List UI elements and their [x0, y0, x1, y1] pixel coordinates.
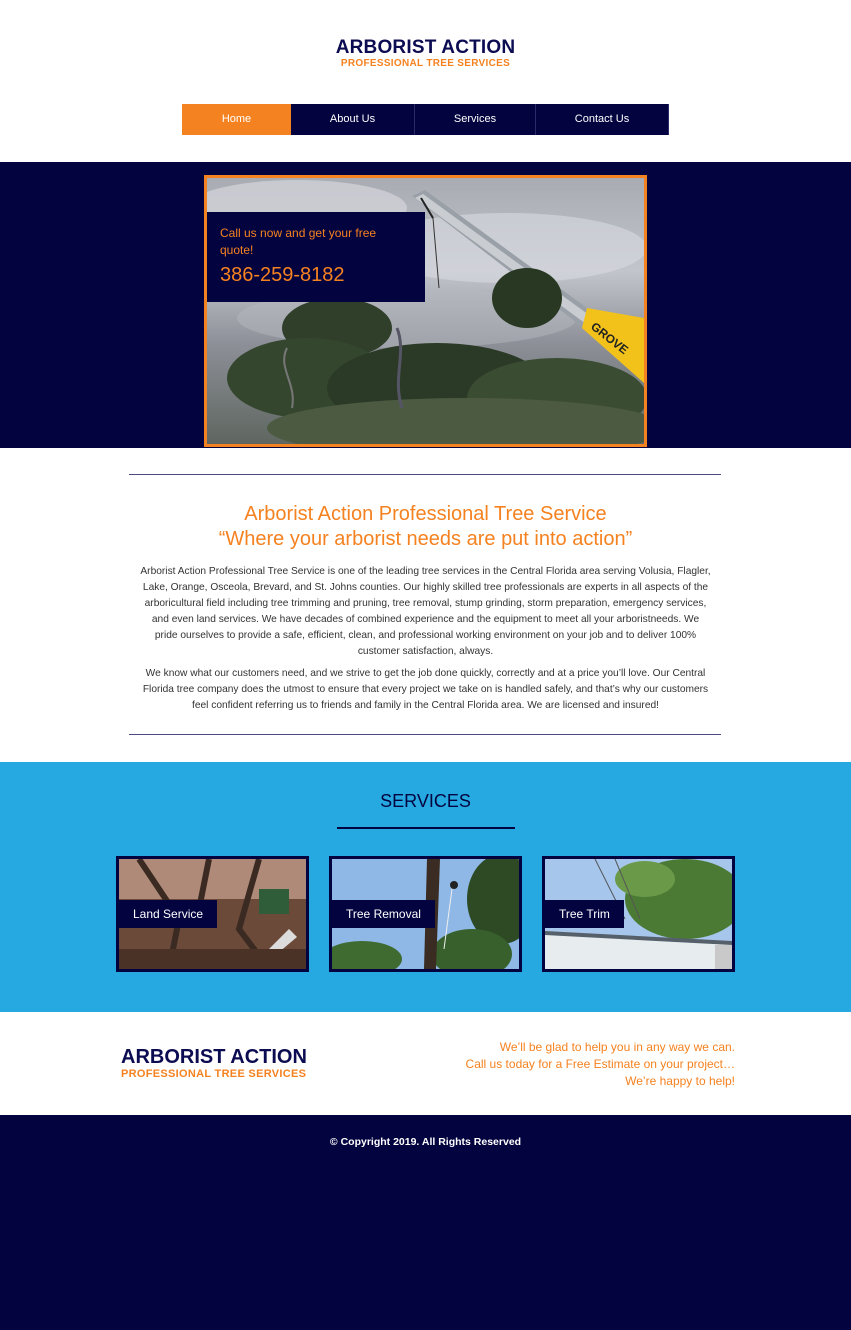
site-header [0, 0, 851, 162]
footer-message-line-1: We’ll be glad to help you in any way we can. [499, 1040, 735, 1054]
card-label: Tree Trim [545, 900, 624, 928]
nav-services[interactable]: Services [415, 104, 536, 135]
site-logo[interactable] [0, 38, 851, 69]
footer-logo-name: ARBORIST ACTION [121, 1046, 307, 1068]
service-card-tree-trim[interactable] [542, 856, 735, 972]
intro-section [0, 448, 851, 762]
service-card-land-service[interactable] [116, 856, 309, 972]
footer-logo-tagline: PROFESSIONAL TREE SERVICES [121, 1068, 307, 1080]
callout-text: Call us now and get your free quote! [220, 226, 377, 257]
phone-number[interactable]: 386-259-8182 [220, 264, 345, 286]
hero-section [0, 162, 851, 448]
footer-message [466, 1039, 735, 1090]
divider-top [129, 474, 721, 475]
call-callout [207, 212, 425, 302]
nav-about-us[interactable]: About Us [291, 104, 415, 135]
services-section [0, 762, 851, 1012]
logo-name: ARBORIST ACTION [335, 37, 516, 58]
footer-logo[interactable] [121, 1047, 307, 1080]
services-underline [337, 827, 515, 829]
main-nav [182, 104, 669, 135]
intro-heading [0, 502, 851, 552]
nav-contact-us[interactable]: Contact Us [536, 104, 669, 135]
footer-message-line-3: We’re happy to help! [625, 1074, 735, 1088]
hero-image [204, 175, 647, 447]
logo-tagline: PROFESSIONAL TREE SERVICES [340, 58, 511, 69]
crane-brand-text: GROVE [588, 319, 631, 358]
intro-paragraph-1: Arborist Action Professional Tree Service is one of the leading tree services in the Central Florida area serving Volusia, Flagler, Lake, Orange, Osceola, Brevard, and St. Johns counties. Our highly skilled tree professionals are experts in all aspects of the arboricultural field including tree trimming and pruning, tree removal, stump grinding, storm preparation, emergency services, and even land services. We have decades of combined experience and the equipment to meet all your arboristneeds. We pride ourselves to provide a safe, efficient, clean, and professional working environment on your job and to deliver 100% customer satisfaction, always. [140, 566, 711, 657]
card-label: Land Service [119, 900, 217, 928]
intro-subtitle: “Where your arborist needs are put into action” [218, 528, 633, 550]
services-heading: SERVICES [380, 791, 471, 811]
footer-message-line-2: Call us today for a Free Estimate on your project… [465, 1057, 735, 1071]
card-label: Tree Removal [332, 900, 435, 928]
nav-home[interactable]: Home [182, 104, 291, 135]
intro-title: Arborist Action Professional Tree Service [244, 503, 607, 525]
site-footer [0, 1012, 851, 1115]
copyright: © Copyright 2019. All Rights Reserved [329, 1136, 522, 1148]
divider-bottom [129, 734, 721, 735]
service-card-tree-removal[interactable] [329, 856, 522, 972]
intro-paragraph-2: We know what our customers need, and we strive to get the job done quickly, correctly and at a price you’ll love. Our Central Florida tree company does the utmost to ensure that every project we take on is handled safely, and that’s why our customers feel confident referring us to friends and family in the Central Florida area. We are licensed and insured! [142, 668, 709, 711]
